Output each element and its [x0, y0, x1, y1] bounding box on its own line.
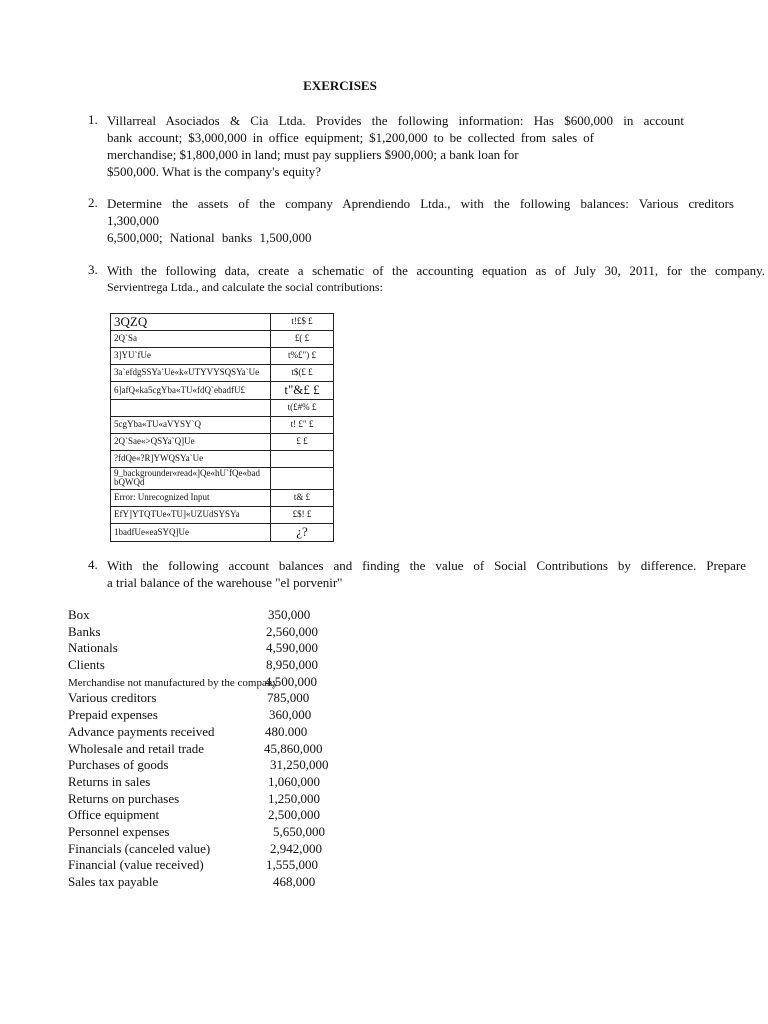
balance-label: Various creditors: [68, 690, 157, 706]
balance-amount: 4,500,000: [265, 673, 317, 689]
exercise-3-number: 3.: [88, 262, 98, 277]
table-cell-label: 3]YU`fUe: [111, 348, 271, 365]
table-row: [111, 314, 334, 331]
table-row: [111, 433, 334, 450]
table-cell-value: £( £: [271, 331, 334, 348]
table-cell-label: Error: Unrecognized Input: [111, 490, 271, 507]
table-row: [111, 524, 334, 541]
table-row: [111, 399, 334, 416]
balance-amount: 8,950,000: [266, 657, 318, 673]
table-cell-value: [271, 450, 334, 467]
exercise-2-line: Determine the assets of the company Aprendiendo Ltda., with the following balances: Various creditors: [107, 196, 734, 211]
accounts-table: [110, 313, 334, 542]
table-cell-label: 2Q`Sae«>QSYa`Q]Ue: [111, 433, 271, 450]
table-cell-label: 3a`efdgSSYa`Ue«k«UTYVYSQSYa`Ue: [111, 365, 271, 382]
table-cell-label: ?fdQe«?R]YWQSYa`Ue: [111, 450, 271, 467]
list-item: [68, 607, 368, 624]
balance-label: Personnel expenses: [68, 823, 170, 839]
table-row: [111, 331, 334, 348]
list-item: [68, 724, 368, 741]
exercise-1-text: [107, 112, 684, 180]
table-cell-value: t%£") £: [271, 348, 334, 365]
list-item: [68, 791, 368, 808]
balance-amount: 785,000: [267, 690, 310, 706]
balance-amount: 360,000: [269, 707, 312, 723]
list-item: [68, 757, 368, 774]
table-row: [111, 416, 334, 433]
list-item: [68, 841, 368, 858]
list-item: [68, 674, 368, 691]
list-item: [68, 874, 368, 891]
balance-amount: 45,860,000: [264, 740, 323, 756]
table-cell-value: t$(£ £: [271, 365, 334, 382]
list-item: [68, 807, 368, 824]
list-item: [68, 690, 368, 707]
balance-label: Financial (value received): [68, 857, 204, 873]
table-cell-value: t! £" £: [271, 416, 334, 433]
list-item: [68, 824, 368, 841]
exercise-1-line: merchandise; $1,800,000 in land; must pay suppliers $900,000; a bank loan for: [107, 147, 519, 162]
exercise-3-line: With the following data, create a schematic of the accounting equation as of July 30, 2011, for the company.: [107, 263, 765, 278]
balance-label: Wholesale and retail trade: [68, 740, 205, 756]
balance-amount: 468,000: [273, 874, 316, 889]
balance-amount: 480.000: [265, 723, 308, 739]
balance-amount: 4,590,000: [266, 640, 318, 656]
balance-label: Purchases of goods: [68, 757, 169, 773]
balance-label: Sales tax payable: [68, 874, 159, 889]
list-item: [68, 741, 368, 758]
balance-label: Merchandise not manufactured by the company: [68, 676, 278, 689]
table-row: [111, 382, 334, 399]
exercise-2-number: 2.: [88, 195, 98, 210]
exercise-4-line: a trial balance of the warehouse "el porvenir": [107, 575, 343, 590]
balance-amount: 1,250,000: [268, 790, 320, 806]
table-cell-label: 2Q`Sa: [111, 331, 271, 348]
table-cell-label: 1badfUe«eaSYQ]Ue: [111, 524, 271, 541]
balance-label: Returns on purchases: [68, 790, 180, 806]
balance-amount: 2,942,000: [270, 840, 322, 856]
list-item: [68, 774, 368, 791]
table-cell-label: 3QZQ: [111, 314, 271, 331]
table-cell-value: t& £: [271, 490, 334, 507]
balance-amount: 350,000: [268, 607, 311, 622]
table-cell-label: [111, 399, 271, 416]
balance-label: Office equipment: [68, 807, 160, 823]
table-cell-value: t"&£ £: [271, 382, 334, 399]
table-cell-label: EfY]YTQTUe«TU]«UZUdSYSYa: [111, 507, 271, 524]
exercise-4-number: 4.: [88, 557, 98, 572]
list-item: [68, 707, 368, 724]
balance-amount: 5,650,000: [273, 823, 325, 839]
table-row: [111, 507, 334, 524]
exercise-1-line: bank account; $3,000,000 in office equipment; $1,200,000 to be collected from sales of: [107, 130, 594, 145]
page-title: EXERCISES: [303, 78, 377, 93]
table-cell-value: t!£$ £: [271, 314, 334, 331]
list-item: [68, 657, 368, 674]
balance-label: Nationals: [68, 640, 118, 656]
balance-amount: 31,250,000: [270, 757, 329, 773]
exercise-2-text: [107, 195, 734, 246]
table-cell-value: £$! £: [271, 507, 334, 524]
balance-label: Financials (canceled value): [68, 840, 211, 856]
balance-label: Clients: [68, 657, 105, 673]
table-cell-label: 6]afQ«ka5cgYba«TU«fdQ`ebadfU£: [111, 382, 271, 399]
balance-amount: 1,555,000: [266, 857, 318, 873]
exercise-3-line: Servientrega Ltda., and calculate the social contributions:: [107, 280, 383, 294]
balance-label: Returns in sales: [68, 773, 151, 789]
table-row: [111, 348, 334, 365]
list-item: [68, 640, 368, 657]
table-cell-value: ¿?: [271, 524, 334, 541]
balance-label: Banks: [68, 623, 101, 639]
list-item: [68, 624, 368, 641]
table-cell-value: [271, 467, 334, 490]
exercise-4-line: With the following account balances and finding the value of Social Contributions by difference. Prepare: [107, 558, 746, 573]
exercise-4-text: [107, 557, 746, 591]
table-row: [111, 467, 334, 490]
table-row: [111, 490, 334, 507]
exercise-3-text: [107, 262, 765, 296]
exercise-1-line: $500,000. What is the company's equity?: [107, 164, 322, 179]
balance-amount: 2,560,000: [266, 623, 318, 639]
balance-label: Prepaid expenses: [68, 707, 158, 723]
table-row: [111, 450, 334, 467]
balance-label: Box: [68, 607, 90, 622]
table-cell-value: t(£#% £: [271, 399, 334, 416]
table-cell-label: 5cgYba«TU«aVYSY`Q: [111, 416, 271, 433]
table-row: [111, 365, 334, 382]
list-item: [68, 857, 368, 874]
table-cell-value: £ £: [271, 433, 334, 450]
exercise-1-line: Villarreal Asociados & Cia Ltda. Provides the following information: Has $600,000 in account: [107, 113, 684, 128]
table-cell-label: 9_backgrounder«read«]Qe«hU`fQe«bad bQWQd: [111, 467, 271, 490]
balances-list: [68, 607, 368, 891]
balance-amount: 1,060,000: [268, 773, 320, 789]
balance-label: Advance payments received: [68, 723, 215, 739]
exercise-1-number: 1.: [88, 112, 98, 127]
exercise-2-line: 6,500,000; National banks 1,500,000: [107, 230, 312, 245]
balance-amount: 2,500,000: [268, 807, 320, 823]
exercise-2-line: 1,300,000: [107, 213, 159, 228]
